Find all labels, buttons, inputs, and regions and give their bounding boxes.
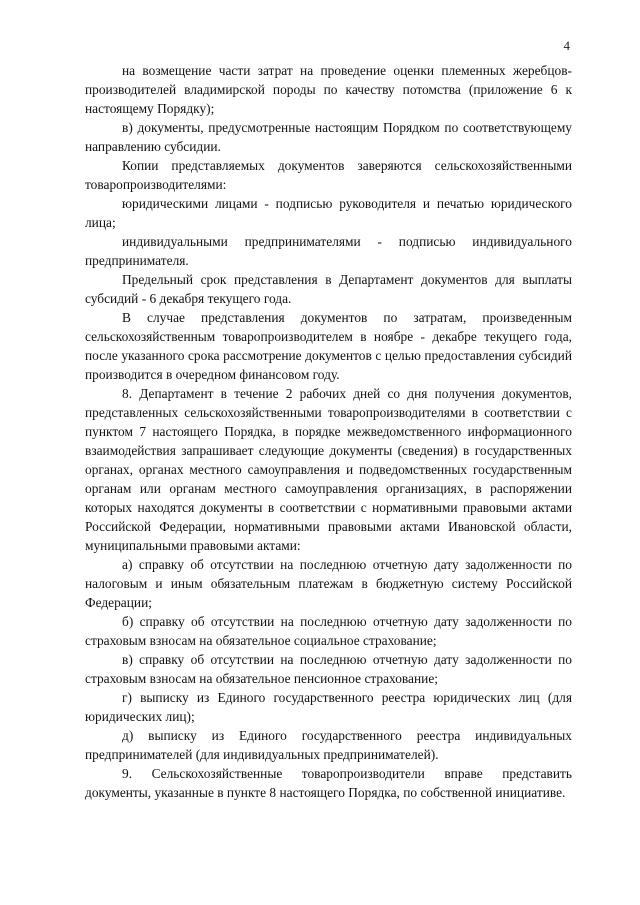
paragraph-item-v-documents: в) документы, предусмотренные настоящим Порядком по соответствующему направлению субсидии. xyxy=(85,120,572,154)
paragraph-deadline: Предельный срок представления в Департамент документов для выплаты субсидий - 6 декабря текущего года. xyxy=(85,272,572,306)
paragraph-section-8: 8. Департамент в течение 2 рабочих дней со дня получения документов, представленных сельскохозяйственными товаропроизводителями в соответствии с пунктом 7 настоящего Порядка, в порядке межведомственного информационного взаимодействия запрашивает следующие документы (сведения) в государственных органах, органах местного самоуправления и подведомственных государственным органам или органам местного самоуправления организациях, в распоряжении которых находятся документы в соответствии с нормативными правовыми актами Российской Федерации, нормативными правовыми актами Ивановской области, муниципальными правовыми актами: xyxy=(85,386,572,553)
paragraph-item-a: а) справку об отсутствии на последнюю отчетную дату задолженности по налоговым и иным обязательным платежам в бюджетную систему Российской Федерации; xyxy=(85,557,572,610)
paragraph-item-g: г) выписку из Единого государственного реестра юридических лиц (для юридических лиц); xyxy=(85,690,572,724)
paragraph-item-v: в) справку об отсутствии на последнюю отчетную дату задолженности по страховым взносам на обязательное пенсионное страхование; xyxy=(85,652,572,686)
document-body xyxy=(85,61,572,802)
paragraph-copies-certified: Копии представляемых документов заверяются сельскохозяйственными товаропроизводителями: xyxy=(85,158,572,192)
page-number: 4 xyxy=(563,38,570,53)
paragraph-item-d: д) выписку из Единого государственного реестра индивидуальных предпринимателей (для индивидуальных предпринимателей). xyxy=(85,728,572,762)
paragraph-legal-entities: юридическими лицами - подписью руководителя и печатью юридического лица; xyxy=(85,196,572,230)
paragraph-section-9: 9. Сельскохозяйственные товаропроизводители вправе представить документы, указанные в пункте 8 настоящего Порядка, по собственной инициативе. xyxy=(85,766,572,800)
paragraph-individual-entrepreneurs: индивидуальными предпринимателями - подписью индивидуального предпринимателя. xyxy=(85,234,572,268)
paragraph-valuation-costs: на возмещение части затрат на проведение оценки племенных жеребцов-производителей владимирской породы по качеству потомства (приложение 6 к настоящему Порядку); xyxy=(85,63,572,116)
paragraph-late-submission: В случае представления документов по затратам, произведенным сельскохозяйственным товаропроизводителем в ноябре - декабре текущего года, после указанного срока рассмотрение документов с целью предоставления субсидий производится в очередном финансовом году. xyxy=(85,310,572,382)
paragraph-item-b: б) справку об отсутствии на последнюю отчетную дату задолженности по страховым взносам на обязательное социальное страхование; xyxy=(85,614,572,648)
